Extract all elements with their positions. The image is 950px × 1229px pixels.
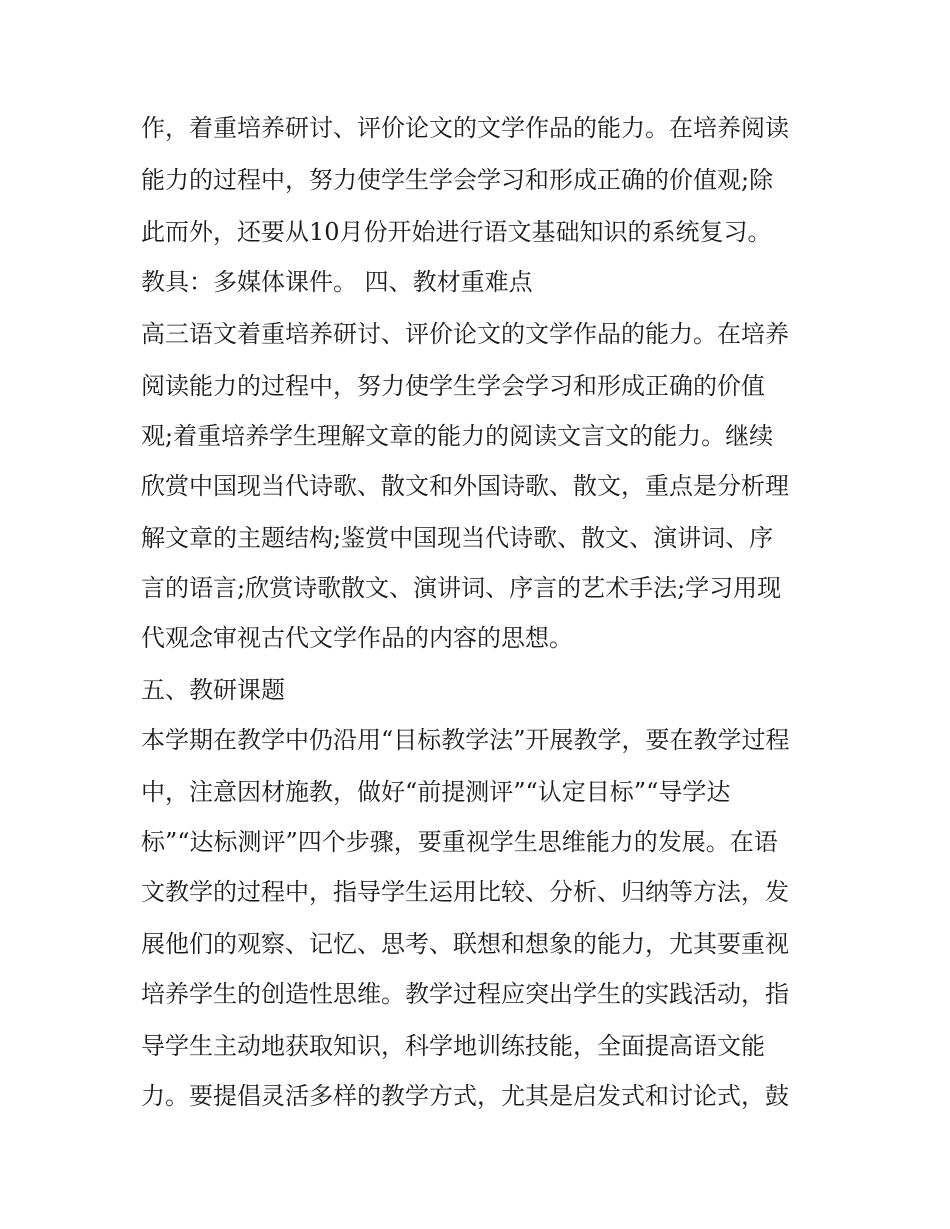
text-line-9: 解文章的主题结构;鉴赏中国现当代诗歌、散文、演讲词、序: [141, 524, 774, 552]
text-line-8: 欣赏中国现当代诗歌、散文和外国诗歌、散文，重点是分析理: [141, 472, 789, 500]
text-line-14: 中，注意因材施教，做好“前提测评”“认定目标”“导学达: [141, 778, 731, 806]
text-line-11: 代观念审视古代文学作品的内容的思想。: [141, 624, 573, 652]
text-line-10: 言的语言;欣赏诗歌散文、演讲词、序言的艺术手法;学习用现: [141, 574, 782, 602]
text-line-18: 培养学生的创造性思维。教学过程应突出学生的实践活动，指: [141, 980, 789, 1008]
section-heading: 五、教研课题: [141, 676, 285, 704]
text-line-4: 教具：多媒体课件。 四、教材重难点: [141, 268, 533, 296]
text-line-2: 能力的过程中，努力使学生学会学习和形成正确的价值观;除: [141, 166, 774, 194]
text-line-16: 文教学的过程中，指导学生运用比较、分析、归纳等方法，发: [141, 878, 789, 906]
text-line-5: 高三语文着重培养研讨、评价论文的文学作品的能力。在培养: [141, 320, 789, 348]
text-line-17: 展他们的观察、记忆、思考、联想和想象的能力，尤其要重视: [141, 930, 789, 958]
text-line-15: 标”“达标测评”四个步骤，要重视学生思维能力的发展。在语: [141, 828, 778, 856]
text-line-13: 本学期在教学中仍沿用“目标教学法”开展教学，要在教学过程: [141, 726, 790, 754]
text-line-6: 阅读能力的过程中，努力使学生学会学习和形成正确的价值: [141, 372, 765, 400]
text-line-20: 力。要提倡灵活多样的教学方式，尤其是启发式和讨论式，鼓: [141, 1082, 789, 1110]
text-line-3: 此而外，还要从10月份开始进行语文基础知识的系统复习。: [141, 218, 772, 246]
text-line-1: 作，着重培养研讨、评价论文的文学作品的能力。在培养阅读: [141, 114, 789, 142]
text-line-7: 观;着重培养学生理解文章的能力的阅读文言文的能力。继续: [141, 422, 774, 450]
text-line-19: 导学生主动地获取知识，科学地训练技能，全面提高语文能: [141, 1032, 765, 1060]
